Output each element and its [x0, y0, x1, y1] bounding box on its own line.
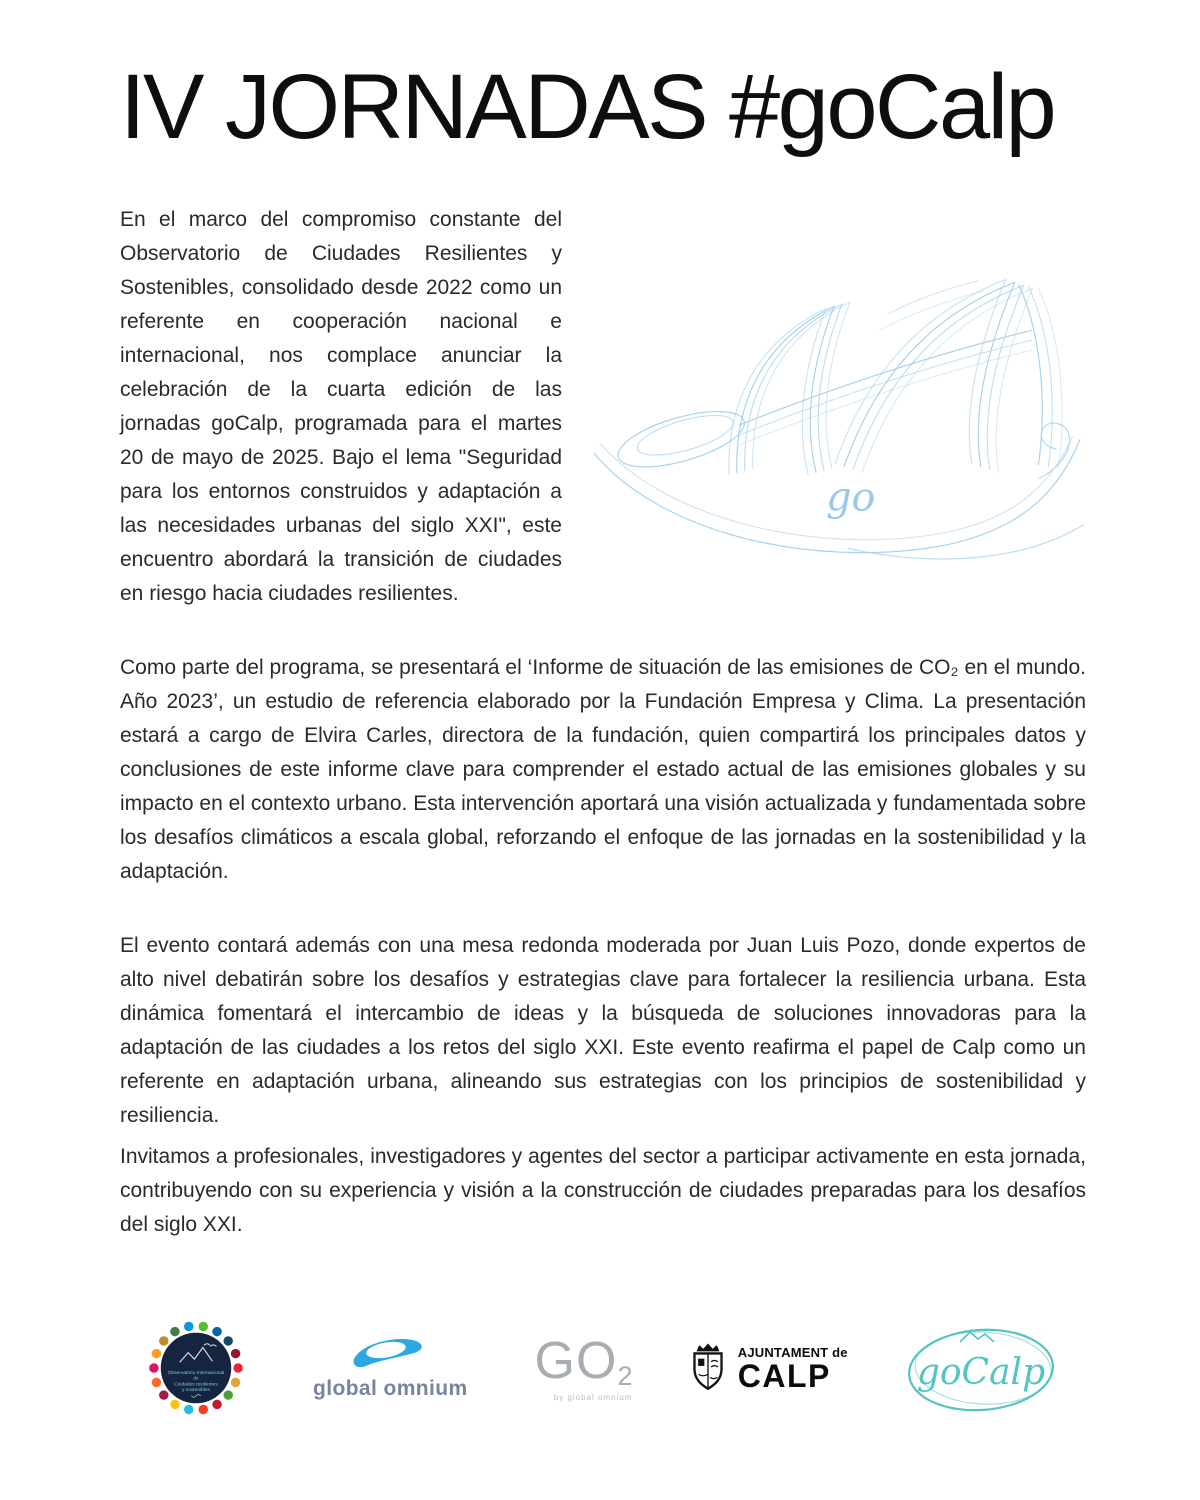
- page-title: IV JORNADAS #goCalp: [120, 56, 1055, 158]
- ifach-rock-sketch: [960, 1332, 994, 1342]
- observatorio-text-3: Ciudades resilientes: [174, 1382, 218, 1388]
- logo-gocalp: [902, 1320, 1060, 1416]
- invitation-paragraph: Invitamos a profesionales, investigadores y agentes del sector a participar activamente en esta jornada, contribuyendo con su experiencia y visión a la construcción de ciudades preparadas para los desafíos del siglo XXI.: [120, 1145, 1086, 1237]
- intro-paragraph: En el marco del compromiso constante del Observatorio de Ciudades Resilientes y Sostenibles, consolidado desde 2022 como un referente en cooperación nacional e internacional, nos complace anunciar la celebración de la cuarta edición de las jornadas goCalp, programada para el martes 20 de mayo de 2025. Bajo el lema "Seguridad para los entornos construidos y adaptación a las necesidades urbanas del siglo XXI", este encuentro abordará la transición de ciudades en riesgo hacia ciudades resilientes.: [120, 208, 562, 606]
- calp-line-ajuntament: AJUNTAMENT de: [737, 1344, 848, 1360]
- logo-observatorio: [146, 1318, 246, 1418]
- sketch-go-script: go: [826, 474, 876, 521]
- calp-crest-icon: [687, 1342, 729, 1394]
- go2-letters: GO: [534, 1331, 618, 1390]
- footer-logos: [120, 1318, 1086, 1418]
- global-omnium-wordmark: global omnium: [313, 1377, 468, 1401]
- city-sketch-illustration: [562, 203, 1086, 611]
- observatorio-text-2: de: [193, 1376, 199, 1382]
- go2-subscript: 2: [617, 1360, 633, 1391]
- observatorio-text-1: Observatorio Internacional: [167, 1371, 225, 1377]
- city-sketch-svg: [590, 219, 1086, 596]
- logo-global-omnium: [300, 1335, 480, 1401]
- gocalp-wordmark: goCalp: [916, 1352, 1046, 1394]
- go2-wordmark: [534, 1331, 633, 1391]
- roundtable-paragraph: El evento contará además con una mesa redonda moderada por Juan Luis Pozo, donde expertos de alto nivel debatirán sobre los desafíos y estrategias clave para fortalecer la resiliencia urbana. Esta dinámica fomentará el intercambio de ideas y la búsqueda de soluciones innovadoras para la adaptación de las ciudades a los retos del siglo XXI. Este evento reafirma el papel de Calp como un referente en adaptación urbana, alineando sus estrategias con los principios de sostenibilidad y resiliencia.: [120, 934, 1086, 1128]
- intro-section: [120, 203, 1086, 611]
- observatorio-text-4: y sostenibles: [182, 1388, 210, 1394]
- go2-tagline: by global omnium: [553, 1392, 633, 1402]
- program-paragraph: Como parte del programa, se presentará el ‘Informe de situación de las emisiones de CO₂ en el mundo. Año 2023’, un estudio de referencia elaborado por la Fundación Empresa y Clima. La presentación estará a cargo de Elvira Carles, directora de la fundación, quien compartirá los principales datos y conclusiones de este informe clave para comprender el estado actual de las emisiones globales y su impacto en el contexto urbano. Esta intervención aportará una visión actualizada y fundamentada sobre los desafíos climáticos a escala global, reforzando el enfoque de las jornadas en la sostenibilidad y la adaptación.: [120, 656, 1086, 884]
- observatorio-sdg-wheel-icon: [146, 1318, 246, 1418]
- calp-line-calp: CALP: [737, 1357, 831, 1394]
- logo-ajuntament-calp: [687, 1342, 848, 1394]
- calp-wordmark: [738, 1345, 848, 1392]
- logo-go2: [534, 1331, 633, 1402]
- global-omnium-swoosh-icon: [349, 1335, 431, 1371]
